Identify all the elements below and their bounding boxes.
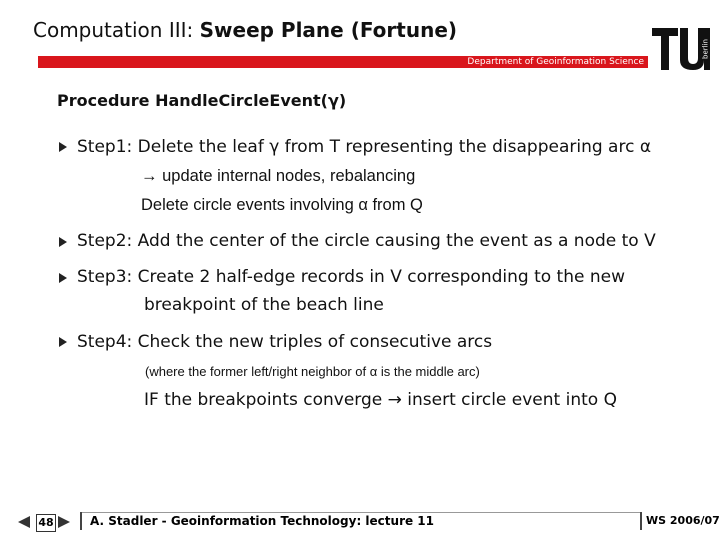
- footer-term: WS 2006/07: [646, 514, 720, 527]
- step1-sub1: [141, 167, 415, 186]
- right-arrow-icon: →: [387, 390, 402, 410]
- step2-label: Step2: Add the center of the circle causing the event as a node to V: [77, 231, 656, 251]
- department-label: Department of Geoinformation Science: [467, 57, 644, 67]
- prev-slide-icon[interactable]: [18, 516, 30, 528]
- step4-note: (where the former left/right neighbor of α is the middle arc): [145, 364, 480, 379]
- bullet-arrow-icon: [59, 273, 67, 283]
- footer-rule: [80, 512, 640, 513]
- title-prefix: Computation III:: [33, 18, 200, 42]
- right-arrow-icon: →: [141, 167, 158, 185]
- slide-title: [33, 18, 457, 42]
- footer-credit: A. Stadler - Geoinformation Technology: lecture 11: [90, 514, 435, 528]
- step1-sub2: Delete circle events involving α from Q: [141, 196, 423, 214]
- step3-label: Step3: Create 2 half-edge records in V corresponding to the new: [77, 267, 626, 287]
- page-number: 48: [36, 514, 56, 532]
- step4-label: Step4: Check the new triples of consecutive arcs: [77, 332, 493, 352]
- tu-berlin-logo: [648, 24, 710, 72]
- title-bold: Sweep Plane (Fortune): [199, 18, 458, 42]
- step1-sub1-text: update internal nodes, rebalancing: [162, 167, 416, 185]
- step4-sub-condition: IF the breakpoints converge: [144, 390, 383, 410]
- step4-sub: [144, 390, 617, 410]
- step3-continuation: breakpoint of the beach line: [144, 295, 384, 315]
- procedure-heading: Procedure HandleCircleEvent(γ): [57, 91, 347, 110]
- bullet-arrow-icon: [59, 142, 67, 152]
- next-slide-icon[interactable]: [58, 516, 70, 528]
- bullet-arrow-icon: [59, 337, 67, 347]
- bullet-arrow-icon: [59, 237, 67, 247]
- step4-sub-action: insert circle event into Q: [407, 390, 617, 410]
- step1-label: Step1: Delete the leaf γ from T representing the disappearing arc α: [77, 137, 652, 157]
- logo-text: berlin: [701, 39, 710, 59]
- footer-divider: [640, 512, 642, 530]
- footer-divider: [80, 512, 82, 530]
